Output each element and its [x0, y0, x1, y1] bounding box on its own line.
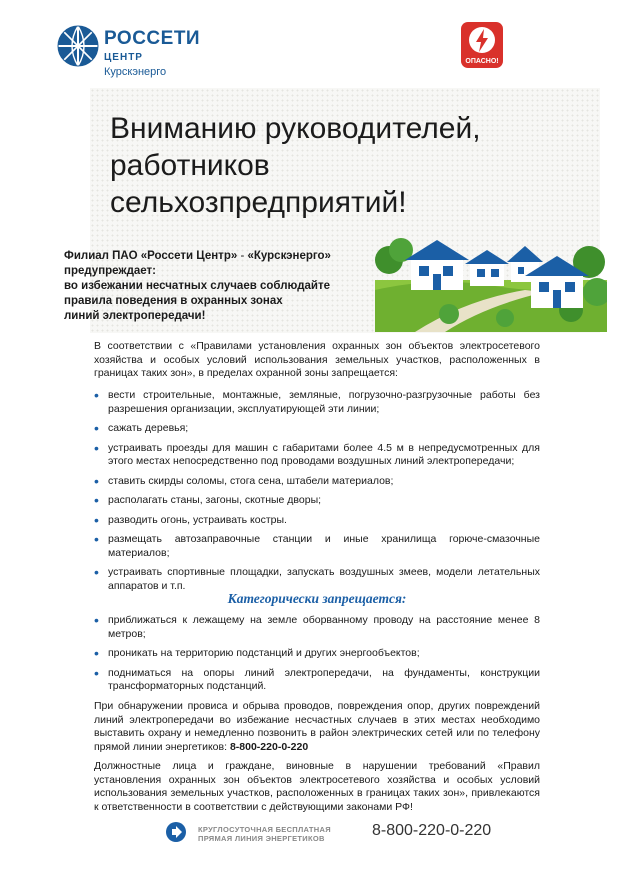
warning-branch: «Курскэнерго»: [247, 250, 331, 262]
report-text: При обнаружении провиса и обрыва проводов, повреждения опор, других повреждений линий электропередачи во избежание несчастных случаев в этих местах необходимо выставить охрану и немедленно позвонить в район электрических сетей или по телефону прямой линии энергетиков:: [94, 700, 540, 753]
inline-phone: 8-800-220-0-220: [229, 740, 309, 753]
danger-label: ОПАСНО!: [465, 58, 499, 65]
danger-sign: [461, 22, 503, 68]
hotline-line-2: ПРЯМАЯ ЛИНИЯ ЭНЕРГЕТИКОВ: [198, 834, 325, 843]
warning-separator: -: [237, 250, 248, 262]
list-item: • проникать на территорию подстанций и других энергообъектов;: [94, 647, 540, 661]
village-houses-illustration: [375, 220, 607, 332]
hotline-phone[interactable]: 8-800-220-0-220: [372, 822, 492, 839]
list-item: • устраивать проезды для машин с габаритами более 4.5 м в непредусмотренных для этого местах непосредственно под проводами воздушных линий электропередачи;: [94, 442, 540, 469]
list-item: • разводить огонь, устраивать костры.: [94, 514, 540, 528]
list-item: • приближаться к лежащему на земле оборванному проводу на расстояние менее 8 метров;: [94, 614, 540, 641]
list-item: • сажать деревья;: [94, 422, 540, 436]
list-item: • подниматься на опоры линий электропередачи, на фундаменты, конструкции трансформаторных подстанций.: [94, 667, 540, 694]
warning-line-2: предупреждает:: [64, 265, 156, 277]
list-item: • вести строительные, монтажные, земляные, погрузочно-разгрузочные работы без разрешения организации, эксплуатирующей эти линии;: [94, 389, 540, 416]
arrow-right-icon: [166, 822, 186, 842]
warning-line-1: [64, 249, 364, 264]
categorical-heading: Категорически запрещается:: [227, 591, 407, 606]
lightning-icon: [467, 25, 497, 55]
branch-name: Курскэнерго: [104, 66, 167, 78]
title-line-3: сельхозпредприятий!: [110, 186, 407, 219]
title-line-1: Вниманию руководителей,: [110, 112, 481, 145]
prohibited-list: [94, 389, 540, 599]
brand-subtitle: ЦЕНТР: [104, 52, 143, 63]
warning-line-3: во избежании несчатных случаев соблюдайте: [64, 280, 330, 292]
categorical-list: [94, 614, 540, 700]
list-item: • располагать станы, загоны, скотные дворы;: [94, 494, 540, 508]
rosseti-globe-icon: [56, 24, 100, 68]
warning-block: [64, 249, 364, 324]
warning-org: Филиал ПАО «Россети Центр»: [64, 250, 238, 262]
brand-name: РОССЕТИ: [104, 28, 201, 49]
intro-paragraph: В соответствии с «Правилами установления охранных зон объектов электросетевого хозяйства и особых условий использования земельных участков, расположенных в границах таких зон», в пределах охранной зоны запрещается:: [94, 340, 540, 379]
hotline-line-1: КРУГЛОСУТОЧНАЯ БЕСПЛАТНАЯ: [198, 825, 331, 834]
report-paragraph: [94, 700, 540, 754]
page-title: [110, 110, 481, 221]
hotline-caption: [198, 825, 331, 843]
title-line-2: работников: [110, 149, 270, 182]
liability-paragraph: Должностные лица и граждане, виновные в нарушении требований «Правил установления охранных зон объектов электросетевого хозяйства и особых условий использования земельных участков, расположенных в границах таких зон», привлекаются к ответственности в соответствии с действующими законами РФ!: [94, 760, 540, 813]
rosseti-logo: [56, 20, 206, 82]
warning-line-4: правила поведения в охранных зонах: [64, 295, 283, 307]
warning-line-5: линий электропередачи!: [64, 310, 206, 322]
list-item: • размещать автозаправочные станции и иные хранилища горюче-смазочные материалов;: [94, 533, 540, 560]
list-item: • устраивать спортивные площадки, запускать воздушных змеев, модели летательных аппаратов и т.п.: [94, 566, 540, 593]
list-item: • ставить скирды соломы, стога сена, штабели материалов;: [94, 475, 540, 489]
